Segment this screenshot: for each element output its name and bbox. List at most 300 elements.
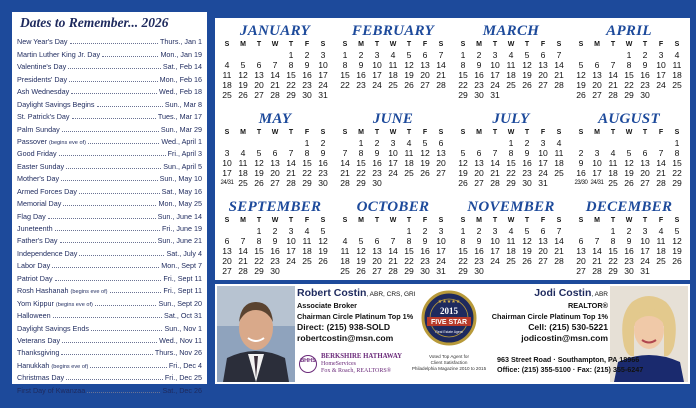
day-cell: 5 bbox=[674, 226, 680, 236]
week-row bbox=[455, 138, 567, 148]
day-cell: 27 bbox=[222, 266, 232, 276]
weekday-label: T bbox=[642, 217, 648, 224]
day-cell: 13 bbox=[640, 158, 650, 168]
day-cell: 7 bbox=[272, 60, 278, 70]
month-november bbox=[455, 198, 567, 276]
day-cell: 6 bbox=[540, 226, 546, 236]
month-may bbox=[219, 110, 331, 188]
day-cell: 20 bbox=[420, 70, 430, 80]
day-cell: 18 bbox=[506, 246, 516, 256]
holiday-date: Fri., April 3 bbox=[167, 149, 202, 159]
day-cell: 5 bbox=[626, 148, 632, 158]
day-cell: 2 bbox=[524, 138, 530, 148]
weekday-header bbox=[455, 128, 567, 138]
day-cell: 21 bbox=[592, 256, 602, 266]
weekday-header bbox=[219, 128, 331, 138]
week-row bbox=[219, 138, 331, 148]
weekday-label: F bbox=[304, 217, 310, 224]
holiday-name: Passover (begins eve of) bbox=[17, 136, 86, 146]
day-cell: 27 bbox=[640, 178, 650, 188]
day-cell: 16 bbox=[474, 246, 484, 256]
week-row bbox=[573, 256, 685, 266]
day-cell: 3 bbox=[540, 138, 546, 148]
office-address: 963 Street Road · Southampton, PA 18966 bbox=[497, 355, 640, 364]
day-cell: 28 bbox=[436, 80, 446, 90]
weekday-header bbox=[573, 128, 685, 138]
day-cell bbox=[283, 266, 299, 276]
day-cell: 14 bbox=[238, 246, 248, 256]
week-row bbox=[219, 80, 331, 90]
day-cell: 30 bbox=[624, 266, 634, 276]
day-cell: 6 bbox=[594, 60, 600, 70]
holiday-name: St. Patrick's Day bbox=[17, 112, 70, 122]
jodi-cell-phone[interactable]: Cell: (215) 530-5221 bbox=[528, 322, 608, 332]
day-cell: 23 bbox=[372, 168, 382, 178]
dot-leader bbox=[63, 205, 156, 206]
day-cell: 30 bbox=[372, 178, 382, 188]
week-row bbox=[219, 226, 331, 236]
weekday-label: S bbox=[320, 217, 326, 224]
day-cell: 17 bbox=[318, 70, 328, 80]
day-cell bbox=[219, 138, 235, 148]
day-cell: 5 bbox=[256, 148, 262, 158]
holiday-date: Wed., Feb 18 bbox=[158, 87, 202, 97]
month-name: MARCH bbox=[482, 23, 540, 39]
weekday-label: M bbox=[594, 41, 600, 48]
day-cell: 6 bbox=[256, 60, 262, 70]
day-cell: 2 bbox=[422, 226, 428, 236]
day-cell: 5 bbox=[524, 50, 530, 60]
day-cell: 28 bbox=[238, 266, 248, 276]
day-cell: 7 bbox=[658, 148, 664, 158]
holiday-row bbox=[17, 121, 202, 133]
holiday-name: New Year's Day bbox=[17, 37, 68, 47]
day-cell: 26 bbox=[254, 178, 264, 188]
weekday-label: W bbox=[389, 129, 397, 136]
day-cell: 28 bbox=[608, 90, 618, 100]
day-cell: 23 bbox=[474, 256, 484, 266]
day-cell: 26 bbox=[420, 168, 430, 178]
weekday-label: W bbox=[271, 217, 279, 224]
day-cell: 31 bbox=[436, 266, 446, 276]
day-cell: 2 bbox=[374, 138, 380, 148]
day-cell: 6 bbox=[476, 148, 482, 158]
dot-leader bbox=[55, 280, 162, 281]
day-cell: 18 bbox=[222, 80, 232, 90]
day-cell: 13 bbox=[538, 60, 548, 70]
week-row bbox=[219, 70, 331, 80]
day-cell bbox=[487, 138, 503, 148]
month-june bbox=[337, 110, 449, 188]
day-cell: 17 bbox=[592, 168, 602, 178]
dot-leader bbox=[62, 131, 159, 132]
office-phones[interactable]: Office: (215) 355-5100 · Fax: (215) 355-6247 bbox=[497, 365, 644, 374]
day-cell: 10 bbox=[490, 236, 500, 246]
day-cell: 16 bbox=[270, 246, 280, 256]
jodi-email[interactable]: jodicostin@msn.com bbox=[521, 333, 608, 343]
day-cell: 26 bbox=[624, 178, 634, 188]
day-cell: 20 bbox=[222, 256, 232, 266]
holiday-name: Halloween bbox=[17, 311, 51, 321]
five-star-award-badge bbox=[421, 290, 477, 350]
day-cell: 4 bbox=[556, 138, 562, 148]
day-cell: 9 bbox=[476, 236, 482, 246]
day-cell: 22 bbox=[624, 80, 634, 90]
day-cell: 20 bbox=[640, 168, 650, 178]
day-cell: 19 bbox=[404, 70, 414, 80]
day-cell: 8 bbox=[256, 236, 262, 246]
holiday-date: Fri., June 19 bbox=[162, 224, 202, 233]
week-row bbox=[455, 90, 567, 100]
day-cell: 6 bbox=[422, 50, 428, 60]
day-cell: 22 bbox=[404, 256, 414, 266]
holiday-date: Fri., Sept 11 bbox=[163, 273, 202, 283]
day-cell: 1 bbox=[288, 50, 294, 60]
day-cell: 6 bbox=[374, 236, 380, 246]
day-cell: 27 bbox=[420, 80, 430, 90]
day-cell: 19 bbox=[522, 70, 532, 80]
day-cell: 21 bbox=[554, 70, 564, 80]
robert-direct-phone[interactable]: Direct: (215) 938-SOLD bbox=[297, 322, 391, 332]
day-cell: 25 bbox=[554, 168, 564, 178]
day-cell bbox=[503, 266, 519, 276]
holiday-row bbox=[17, 171, 202, 183]
week-row bbox=[455, 158, 567, 168]
day-cell: 23 bbox=[474, 80, 484, 90]
day-cell: 6 bbox=[224, 236, 230, 246]
weekday-label: S bbox=[674, 41, 680, 48]
weekday-label: W bbox=[625, 129, 633, 136]
day-cell: 15 bbox=[506, 158, 516, 168]
day-cell bbox=[353, 226, 369, 236]
day-cell: 17 bbox=[286, 246, 296, 256]
day-cell: 22 bbox=[672, 168, 682, 178]
day-cell: 22 bbox=[340, 80, 350, 90]
weekday-label: M bbox=[358, 129, 364, 136]
holiday-row bbox=[17, 84, 202, 96]
day-cell: 2 bbox=[272, 226, 278, 236]
day-cell: 19 bbox=[318, 246, 328, 256]
holiday-date: Sun., Sept 20 bbox=[158, 298, 202, 308]
holiday-row bbox=[17, 146, 202, 158]
holiday-list bbox=[12, 34, 207, 395]
day-cell: 27 bbox=[436, 168, 446, 178]
day-cell: 18 bbox=[302, 246, 312, 256]
weekday-label: T bbox=[610, 129, 616, 136]
day-cell: 8 bbox=[406, 236, 412, 246]
day-cell: 14 bbox=[490, 158, 500, 168]
day-cell: 16 bbox=[640, 70, 650, 80]
weekday-label: T bbox=[288, 41, 294, 48]
day-cell: 23/30 bbox=[574, 180, 588, 186]
weekday-label: M bbox=[476, 129, 482, 136]
holiday-date: Mon., Feb 16 bbox=[159, 74, 202, 84]
day-cell: 5 bbox=[524, 226, 530, 236]
holiday-date: Wed., Nov 11 bbox=[159, 335, 202, 345]
day-cell: 4 bbox=[304, 226, 310, 236]
day-cell: 28 bbox=[270, 90, 280, 100]
day-cell: 17 bbox=[388, 158, 398, 168]
day-cell: 4 bbox=[342, 236, 348, 246]
day-cell: 16 bbox=[356, 70, 366, 80]
brokerage-name: BERKSHIRE HATHAWAY bbox=[321, 353, 403, 360]
day-cell: 4 bbox=[658, 226, 664, 236]
dot-leader bbox=[61, 180, 158, 181]
badge-caption bbox=[409, 354, 489, 372]
day-cell: 15 bbox=[672, 158, 682, 168]
day-cell: 30 bbox=[474, 90, 484, 100]
week-row bbox=[455, 246, 567, 256]
day-cell: 4 bbox=[224, 60, 230, 70]
holiday-row bbox=[17, 221, 202, 233]
day-cell: 18 bbox=[238, 168, 248, 178]
day-cell: 5 bbox=[406, 50, 412, 60]
day-cell: 17 bbox=[372, 70, 382, 80]
weekday-label: S bbox=[224, 41, 230, 48]
holiday-row bbox=[17, 71, 202, 83]
day-cell: 23 bbox=[302, 80, 312, 90]
holiday-date: Sat., July 4 bbox=[166, 248, 202, 258]
day-cell: 6 bbox=[578, 236, 584, 246]
day-cell: 19 bbox=[458, 168, 468, 178]
week-row bbox=[573, 60, 685, 70]
weekday-label: S bbox=[674, 217, 680, 224]
week-row bbox=[337, 168, 449, 178]
day-cell: 9 bbox=[422, 236, 428, 246]
holiday-row bbox=[17, 345, 202, 357]
day-cell: 23 bbox=[270, 256, 280, 266]
day-cell: 12 bbox=[318, 236, 328, 246]
day-cell: 13 bbox=[254, 70, 264, 80]
day-cell: 4 bbox=[610, 148, 616, 158]
day-cell: 27 bbox=[474, 178, 484, 188]
day-cell: 12 bbox=[458, 158, 468, 168]
day-cell: 15 bbox=[624, 70, 634, 80]
weekday-label: M bbox=[240, 41, 246, 48]
holiday-date: Fri., Dec 4 bbox=[168, 360, 202, 370]
day-cell: 11 bbox=[222, 70, 232, 80]
day-cell: 11 bbox=[302, 236, 312, 246]
day-cell: 21 bbox=[270, 80, 280, 90]
weekday-label: F bbox=[540, 129, 546, 136]
day-cell: 14 bbox=[554, 236, 564, 246]
week-row bbox=[573, 178, 685, 188]
weekday-header bbox=[455, 40, 567, 50]
day-cell: 15 bbox=[608, 246, 618, 256]
dot-leader bbox=[68, 68, 161, 69]
day-cell: 9 bbox=[374, 148, 380, 158]
holiday-name: Patriot Day bbox=[17, 273, 53, 283]
weekday-header bbox=[337, 128, 449, 138]
weekday-label: T bbox=[524, 129, 530, 136]
day-cell: 23 bbox=[356, 80, 366, 90]
day-cell: 30 bbox=[302, 90, 312, 100]
jodi-award: Chairman Circle Platinum Top 1% bbox=[491, 312, 608, 321]
day-cell: 14 bbox=[340, 158, 350, 168]
week-row bbox=[455, 50, 567, 60]
day-cell: 13 bbox=[474, 158, 484, 168]
day-cell: 14 bbox=[286, 158, 296, 168]
day-cell bbox=[551, 178, 567, 188]
day-cell: 10 bbox=[538, 148, 548, 158]
day-cell bbox=[589, 226, 605, 236]
badge-year: 2015 bbox=[440, 306, 458, 316]
week-row bbox=[573, 138, 685, 148]
day-cell: 22 bbox=[506, 168, 516, 178]
day-cell: 7 bbox=[240, 236, 246, 246]
week-row bbox=[219, 178, 331, 188]
day-cell: 17 bbox=[656, 70, 666, 80]
weekday-label: M bbox=[476, 41, 482, 48]
day-cell: 27 bbox=[538, 256, 548, 266]
robert-email[interactable]: robertcostin@msn.com bbox=[297, 333, 394, 343]
day-cell: 14 bbox=[388, 246, 398, 256]
day-cell: 14 bbox=[592, 246, 602, 256]
day-cell: 22 bbox=[356, 168, 366, 178]
weekday-label: S bbox=[342, 41, 348, 48]
day-cell: 30 bbox=[270, 266, 280, 276]
day-cell bbox=[621, 138, 637, 148]
day-cell: 12 bbox=[404, 60, 414, 70]
day-cell: 11 bbox=[238, 158, 248, 168]
day-cell: 1 bbox=[508, 138, 514, 148]
day-cell: 25 bbox=[506, 256, 516, 266]
dot-leader bbox=[69, 81, 158, 82]
week-row bbox=[455, 80, 567, 90]
holiday-row bbox=[17, 382, 202, 394]
day-cell bbox=[487, 266, 503, 276]
dates-panel-title: Dates to Remember... 2026 bbox=[20, 15, 169, 30]
month-name: JUNE bbox=[372, 111, 414, 127]
holiday-row bbox=[17, 370, 202, 382]
holiday-date: Sun., Nov 1 bbox=[164, 323, 202, 333]
weekday-label: F bbox=[540, 41, 546, 48]
day-cell: 9 bbox=[524, 148, 530, 158]
weekday-label: S bbox=[674, 129, 680, 136]
holiday-name: Thanksgiving bbox=[17, 348, 60, 358]
day-cell: 25 bbox=[656, 256, 666, 266]
day-cell: 14 bbox=[436, 60, 446, 70]
day-cell bbox=[535, 90, 551, 100]
day-cell: 7 bbox=[610, 60, 616, 70]
weekday-label: F bbox=[658, 217, 664, 224]
weekday-header bbox=[219, 40, 331, 50]
day-cell: 18 bbox=[656, 246, 666, 256]
dot-leader bbox=[59, 155, 166, 156]
day-cell: 21 bbox=[490, 168, 500, 178]
day-cell bbox=[535, 266, 551, 276]
month-name: OCTOBER bbox=[356, 199, 430, 215]
weekday-label: T bbox=[374, 41, 380, 48]
day-cell bbox=[519, 266, 535, 276]
day-cell: 24 bbox=[490, 256, 500, 266]
week-row bbox=[219, 168, 331, 178]
day-cell: 28 bbox=[490, 178, 500, 188]
week-row bbox=[455, 148, 567, 158]
day-cell bbox=[235, 50, 251, 60]
brokerage-sub1: HomeServices bbox=[321, 361, 356, 367]
weekday-label: S bbox=[556, 41, 562, 48]
weekday-label: S bbox=[460, 129, 466, 136]
day-cell: 12 bbox=[522, 60, 532, 70]
month-name: FEBRUARY bbox=[351, 23, 435, 39]
weekday-header bbox=[573, 40, 685, 50]
dot-leader bbox=[72, 118, 156, 119]
weekday-label: T bbox=[642, 41, 648, 48]
weekday-label: S bbox=[224, 129, 230, 136]
day-cell: 17 bbox=[490, 246, 500, 256]
weekday-label: T bbox=[288, 129, 294, 136]
day-cell: 21 bbox=[436, 70, 446, 80]
day-cell bbox=[653, 90, 669, 100]
day-cell: 2 bbox=[626, 226, 632, 236]
holiday-row bbox=[17, 245, 202, 257]
day-cell: 8 bbox=[288, 60, 294, 70]
day-cell: 20 bbox=[474, 168, 484, 178]
day-cell: 20 bbox=[372, 256, 382, 266]
week-row bbox=[337, 226, 449, 236]
holiday-name: Daylight Savings Begins bbox=[17, 99, 95, 109]
dot-leader bbox=[90, 367, 166, 368]
day-cell: 5 bbox=[422, 138, 428, 148]
badge-caption-line-3: Philadelphia Magazine 2010 to 2015 bbox=[411, 366, 487, 371]
dot-leader bbox=[79, 193, 160, 194]
day-cell: 29 bbox=[404, 266, 414, 276]
week-row bbox=[337, 138, 449, 148]
holiday-date: Mon., Jan 19 bbox=[160, 49, 202, 59]
day-cell: 8 bbox=[674, 148, 680, 158]
day-cell: 4 bbox=[674, 50, 680, 60]
day-cell: 7 bbox=[492, 148, 498, 158]
day-cell: 18 bbox=[672, 70, 682, 80]
holiday-name: Mother's Day bbox=[17, 174, 60, 184]
day-cell: 30 bbox=[318, 178, 328, 188]
day-cell: 17 bbox=[490, 70, 500, 80]
day-cell: 19 bbox=[624, 168, 634, 178]
badge-sub: Real Estate Agent bbox=[435, 330, 463, 334]
week-row bbox=[337, 158, 449, 168]
day-cell: 8 bbox=[460, 236, 466, 246]
day-cell: 18 bbox=[554, 158, 564, 168]
day-cell: 29 bbox=[302, 178, 312, 188]
day-cell: 21 bbox=[608, 80, 618, 90]
day-cell: 1 bbox=[626, 50, 632, 60]
holiday-name: Martin Luther King Jr. Day bbox=[17, 49, 101, 59]
day-cell bbox=[653, 266, 669, 276]
day-cell bbox=[337, 138, 353, 148]
day-cell bbox=[605, 50, 621, 60]
holiday-row bbox=[17, 308, 202, 320]
weekday-header bbox=[455, 216, 567, 226]
day-cell bbox=[267, 138, 283, 148]
weekday-label: W bbox=[389, 41, 397, 48]
weekday-label: M bbox=[476, 217, 482, 224]
day-cell: 24 bbox=[490, 80, 500, 90]
holiday-date: Sat., Oct 31 bbox=[164, 311, 202, 321]
day-cell: 11 bbox=[340, 246, 350, 256]
day-cell: 13 bbox=[576, 246, 586, 256]
day-cell: 29 bbox=[286, 90, 296, 100]
dot-leader bbox=[91, 330, 163, 331]
week-row bbox=[219, 256, 331, 266]
holiday-row bbox=[17, 333, 202, 345]
day-cell: 9 bbox=[358, 60, 364, 70]
day-cell: 27 bbox=[254, 90, 264, 100]
weekday-label: S bbox=[578, 41, 584, 48]
dot-leader bbox=[62, 342, 157, 343]
month-name: JULY bbox=[492, 111, 530, 127]
holiday-name: Flag Day bbox=[17, 211, 46, 221]
